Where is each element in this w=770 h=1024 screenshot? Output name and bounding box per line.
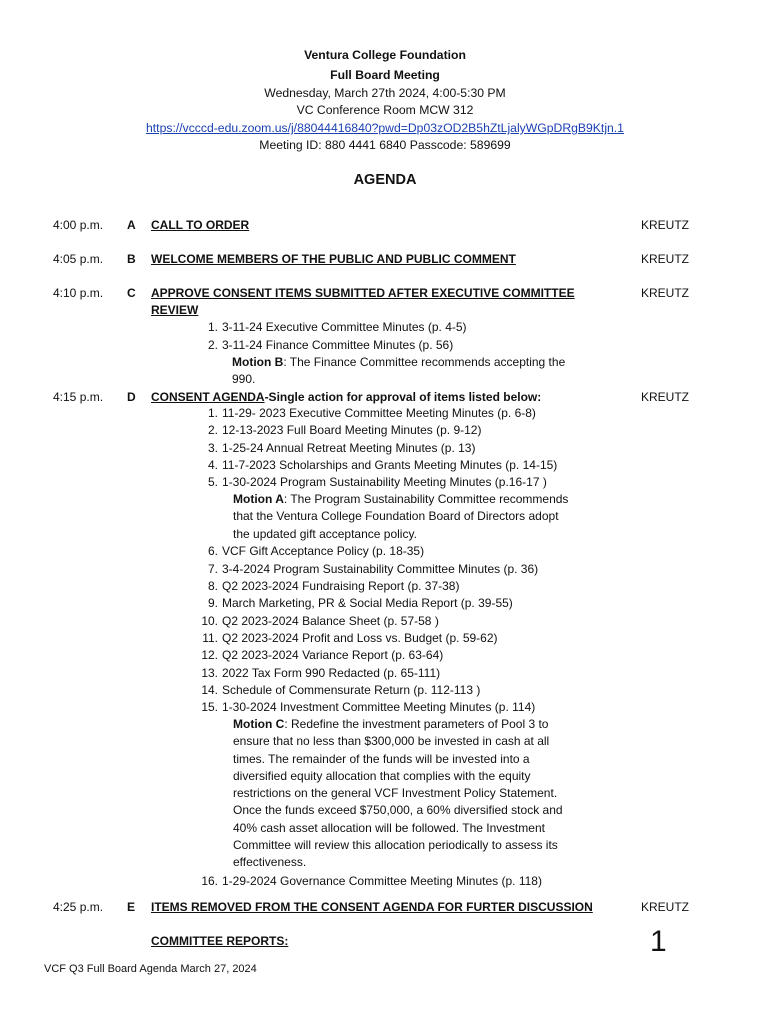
d-subitem: 7. 3-4-2024 Program Sustainability Committee Minutes (p. 36) bbox=[207, 562, 539, 576]
c-subitem: 2. 3-11-24 Finance Committee Minutes (p. 56) bbox=[207, 338, 454, 352]
d-subitem: 13. 2022 Tax Form 990 Redacted (p. 65-111) bbox=[201, 666, 441, 680]
d-subitem: 6. VCF Gift Acceptance Policy (p. 18-35) bbox=[207, 544, 425, 558]
item-a-letter: A bbox=[127, 218, 136, 232]
item-b-presenter: KREUTZ bbox=[641, 252, 689, 266]
motion-a: Motion A: The Program Sustainability Committee recommends that the Ventura College Foundation Board of Directors adopt the updated gift acceptance policy. bbox=[233, 492, 569, 541]
item-d-presenter: KREUTZ bbox=[641, 390, 689, 404]
page-number: 1 bbox=[650, 925, 667, 958]
item-d-time: 4:15 p.m. bbox=[53, 390, 104, 404]
d-subitem: 10. Q2 2023-2024 Balance Sheet (p. 57-58 ) bbox=[201, 614, 439, 628]
meeting-datetime: Wednesday, March 27th 2024, 4:00-5:30 PM bbox=[264, 86, 506, 100]
item-c-title-line2: REVIEW bbox=[151, 303, 199, 317]
item-a-presenter: KREUTZ bbox=[641, 218, 689, 232]
item-e-time: 4:25 p.m. bbox=[53, 900, 104, 914]
c-subitem: 1. 3-11-24 Executive Committee Minutes (p. 4-5) bbox=[207, 320, 467, 334]
agenda-heading: AGENDA bbox=[353, 172, 417, 188]
d-subitem: 12. Q2 2023-2024 Variance Report (p. 63-64) bbox=[201, 648, 444, 662]
motion-b: Motion B: The Finance Committee recommends accepting the 990. bbox=[232, 355, 566, 387]
motion-c: Motion C: Redefine the investment parameters of Pool 3 to ensure that no less than $300,000 be invested in cash at all times. The remainder of the funds will be invested into a diversified equity allocation that complies with the equity restrictions on the general VCF Investment Policy Statement. Once the funds exceed $750,000, a 60% diversified stock and 40% cash asset allocation will be followed. The Investment Committee will review this allocation periodically to assess its effectiveness. bbox=[233, 717, 563, 870]
item-b-letter: B bbox=[127, 252, 136, 266]
item-e-title: ITEMS REMOVED FROM THE CONSENT AGENDA FOR FURTER DISCUSSION bbox=[151, 900, 593, 914]
meeting-id: Meeting ID: 880 4441 6840 Passcode: 589699 bbox=[259, 138, 511, 152]
item-b-title: WELCOME MEMBERS OF THE PUBLIC AND PUBLIC COMMENT bbox=[151, 252, 516, 266]
item-c-letter: C bbox=[127, 286, 136, 300]
item-d-letter: D bbox=[127, 390, 136, 404]
d-subitem: 11. Q2 2023-2024 Profit and Loss vs. Budget (p. 59-62) bbox=[202, 631, 498, 645]
meeting-room: VC Conference Room MCW 312 bbox=[296, 103, 474, 117]
item-e-letter: E bbox=[127, 900, 136, 914]
zoom-link-wrap bbox=[0, 121, 770, 135]
item-d-title: CONSENT AGENDA-Single action for approval of items listed below: bbox=[151, 390, 542, 404]
item-b-time: 4:05 p.m. bbox=[53, 252, 104, 266]
item-e-presenter: KREUTZ bbox=[641, 900, 689, 914]
d-subitem: 15. 1-30-2024 Investment Committee Meeting Minutes (p. 114) bbox=[201, 700, 536, 714]
item-c-time: 4:10 p.m. bbox=[53, 286, 104, 300]
item-a-time: 4:00 p.m. bbox=[53, 218, 104, 232]
d-subitem: 14. Schedule of Commensurate Return (p. 112-113 ) bbox=[201, 683, 481, 697]
meeting-title: Full Board Meeting bbox=[330, 68, 440, 82]
item-c-title-line1: APPROVE CONSENT ITEMS SUBMITTED AFTER EXECUTIVE COMMITTEE bbox=[151, 286, 575, 300]
d-subitem: 8. Q2 2023-2024 Fundraising Report (p. 37-38) bbox=[207, 579, 460, 593]
item-c-presenter: KREUTZ bbox=[641, 286, 689, 300]
zoom-link[interactable]: https://vcccd-edu.zoom.us/j/88044416840?pwd=Dp03zOD2B5hZtLjalyWGpDRgB9Ktjn.1 bbox=[146, 121, 624, 135]
d-subitem: 2. 12-13-2023 Full Board Meeting Minutes (p. 9-12) bbox=[207, 423, 482, 437]
d-subitem: 1. 11-29- 2023 Executive Committee Meeting Minutes (p. 6-8) bbox=[207, 406, 536, 420]
d-subitem: 4. 11-7-2023 Scholarships and Grants Meeting Minutes (p. 14-15) bbox=[207, 458, 558, 472]
page-footer: VCF Q3 Full Board Agenda March 27, 2024 bbox=[44, 963, 257, 975]
committee-reports-heading: COMMITTEE REPORTS: bbox=[151, 934, 289, 948]
d-subitem: 3. 1-25-24 Annual Retreat Meeting Minutes (p. 13) bbox=[207, 441, 476, 455]
org-name: Ventura College Foundation bbox=[304, 48, 466, 62]
item-a-title: CALL TO ORDER bbox=[151, 218, 250, 232]
d-subitem: 9. March Marketing, PR & Social Media Report (p. 39-55) bbox=[207, 596, 513, 610]
d-subitem: 5. 1-30-2024 Program Sustainability Meeting Minutes (p.16-17 ) bbox=[207, 475, 547, 489]
d-subitem: 16. 1-29-2024 Governance Committee Meeting Minutes (p. 118) bbox=[201, 874, 542, 888]
